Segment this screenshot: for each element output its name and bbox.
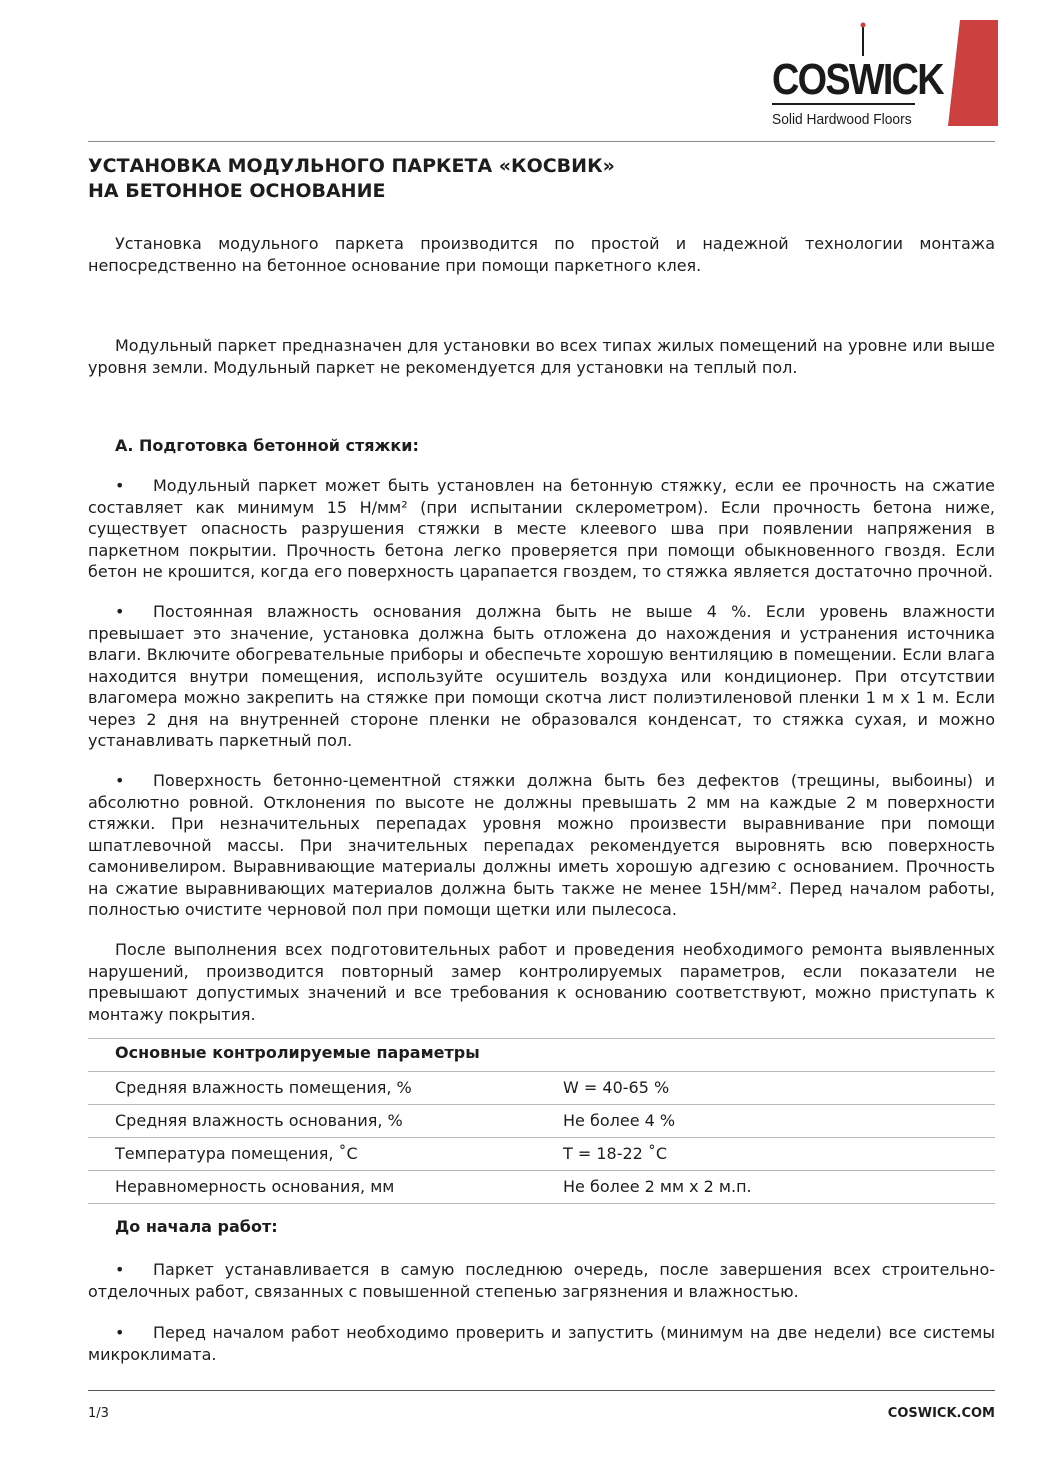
param-value: W = 40-65 % xyxy=(563,1078,670,1097)
param-name: Температура помещения, ˚С xyxy=(115,1144,358,1163)
bullet-mark: • xyxy=(115,602,125,621)
title-line-2: НА БЕТОННОЕ ОСНОВАНИЕ xyxy=(88,180,386,202)
red-band-decoration xyxy=(948,20,998,126)
param-value: Не более 2 мм х 2 м.п. xyxy=(563,1177,752,1196)
footer-divider xyxy=(88,1390,995,1391)
bullet-text: Модульный паркет может быть установлен на бетонную стяжку, если ее прочность на сжатие составляет как минимум 15 Н/мм² (при испытании склерометром). Если прочность бетона ниже, существует опасность разрушения стяжки в месте клеевого шва при появлении напряжения в паркетном покрытии. Прочность бетона легко проверяется при помощи обыкновенного гвоздя. Если бетон не крошится, когда его поверхность царапается гвоздем, то стяжка является достаточно прочной. xyxy=(88,476,995,581)
table-row xyxy=(88,1138,995,1171)
table-row xyxy=(88,1105,995,1138)
params-table xyxy=(88,1038,995,1204)
section-a-closing: После выполнения всех подготовительных работ и проведения необходимого ремонта выявленных нарушений, производится повторный замер контролируемых параметров, если показатели не превышают допустимых значений и все требования к основанию соответствуют, можно приступать к монтажу покрытия. xyxy=(88,940,995,1024)
logo-wordmark: COSWICK xyxy=(772,55,943,104)
param-name: Средняя влажность помещения, % xyxy=(115,1078,412,1097)
table-row xyxy=(88,1171,995,1204)
coswick-logo xyxy=(772,22,943,132)
param-value: Т = 18-22 ˚С xyxy=(563,1144,668,1163)
param-name: Средняя влажность основания, % xyxy=(115,1111,403,1130)
section-a-bullet-1 xyxy=(88,475,995,583)
intro-paragraph-2: Модульный паркет предназначен для установки во всех типах жилых помещений на уровне или выше уровня земли. Модульный паркет не рекомендуется для установки на теплый пол. xyxy=(88,336,995,377)
title-line-1: УСТАНОВКА МОДУЛЬНОГО ПАРКЕТА «КОСВИК» xyxy=(88,155,615,177)
footer-site-link[interactable]: COSWICK.COM xyxy=(887,1406,995,1421)
intro-paragraph-1: Установка модульного паркета производится по простой и надежной технологии монтажа непосредственно на бетонное основание при помощи паркетного клея. xyxy=(88,234,995,275)
table-row xyxy=(88,1072,995,1105)
header-divider xyxy=(88,141,995,142)
param-value: Не более 4 % xyxy=(563,1111,676,1130)
logo-tagline: Solid Hardwood Floors xyxy=(772,111,912,128)
page-number: 1/3 xyxy=(88,1406,109,1421)
before-work-bullet-1 xyxy=(88,1259,995,1302)
page-header xyxy=(0,0,1053,142)
before-work-heading: До начала работ: xyxy=(115,1217,278,1236)
bullet-mark: • xyxy=(115,1260,125,1279)
bullet-mark: • xyxy=(115,476,125,495)
params-table-heading: Основные контролируемые параметры xyxy=(88,1038,995,1072)
bullet-mark: • xyxy=(115,1323,125,1342)
before-work-bullet-2 xyxy=(88,1322,995,1365)
bullet-text: Перед началом работ необходимо проверить и запустить (минимум на две недели) все системы микроклимата. xyxy=(88,1323,995,1364)
bullet-mark: • xyxy=(115,771,125,790)
section-a-bullet-2 xyxy=(88,601,995,752)
param-name: Неравномерность основания, мм xyxy=(115,1177,395,1196)
bullet-text: Паркет устанавливается в самую последнюю очередь, после завершения всех строительно-отделочных работ, связанных с повышенной степенью загрязнения и влажностью. xyxy=(88,1260,995,1301)
bullet-text: Постоянная влажность основания должна быть не выше 4 %. Если уровень влажности превышает это значение, установка должна быть отложена до нахождения и устранения источника влаги. Включите обогревательные приборы и обеспечьте хорошую вентиляцию в помещении. Если влага находится внутри помещения, используйте осушитель воздуха или кондиционер. При отсутствии влагомера можно закрепить на стяжке при помощи скотча лист полиэтиленовой пленки 1 м х 1 м. Если через 2 дня на внутренней стороне пленки не образовался конденсат, то стяжка сухая, и можно устанавливать паркетный пол. xyxy=(88,602,995,750)
bullet-text: Поверхность бетонно-цементной стяжки должна быть без дефектов (трещины, выбоины) и абсолютно ровной. Отклонения по высоте не должны превышать 2 мм на каждые 2 м поверхности стяжки. При незначительных перепадах уровня можно произвести выравнивание при помощи шпатлевочной массы. При значительных перепадах рекомендуется выровнять всю поверхность самонивелиром. Выравнивающие материалы должны иметь хорошую адгезию с основанием. Прочность на сжатие выравнивающих материалов должна быть также не менее 15Н/мм². Перед началом работы, полностью очистите черновой пол при помощи щетки или пылесоса. xyxy=(88,771,995,919)
section-a-bullet-3 xyxy=(88,770,995,921)
page-title xyxy=(88,154,995,204)
section-a-heading: А. Подготовка бетонной стяжки: xyxy=(115,436,419,455)
